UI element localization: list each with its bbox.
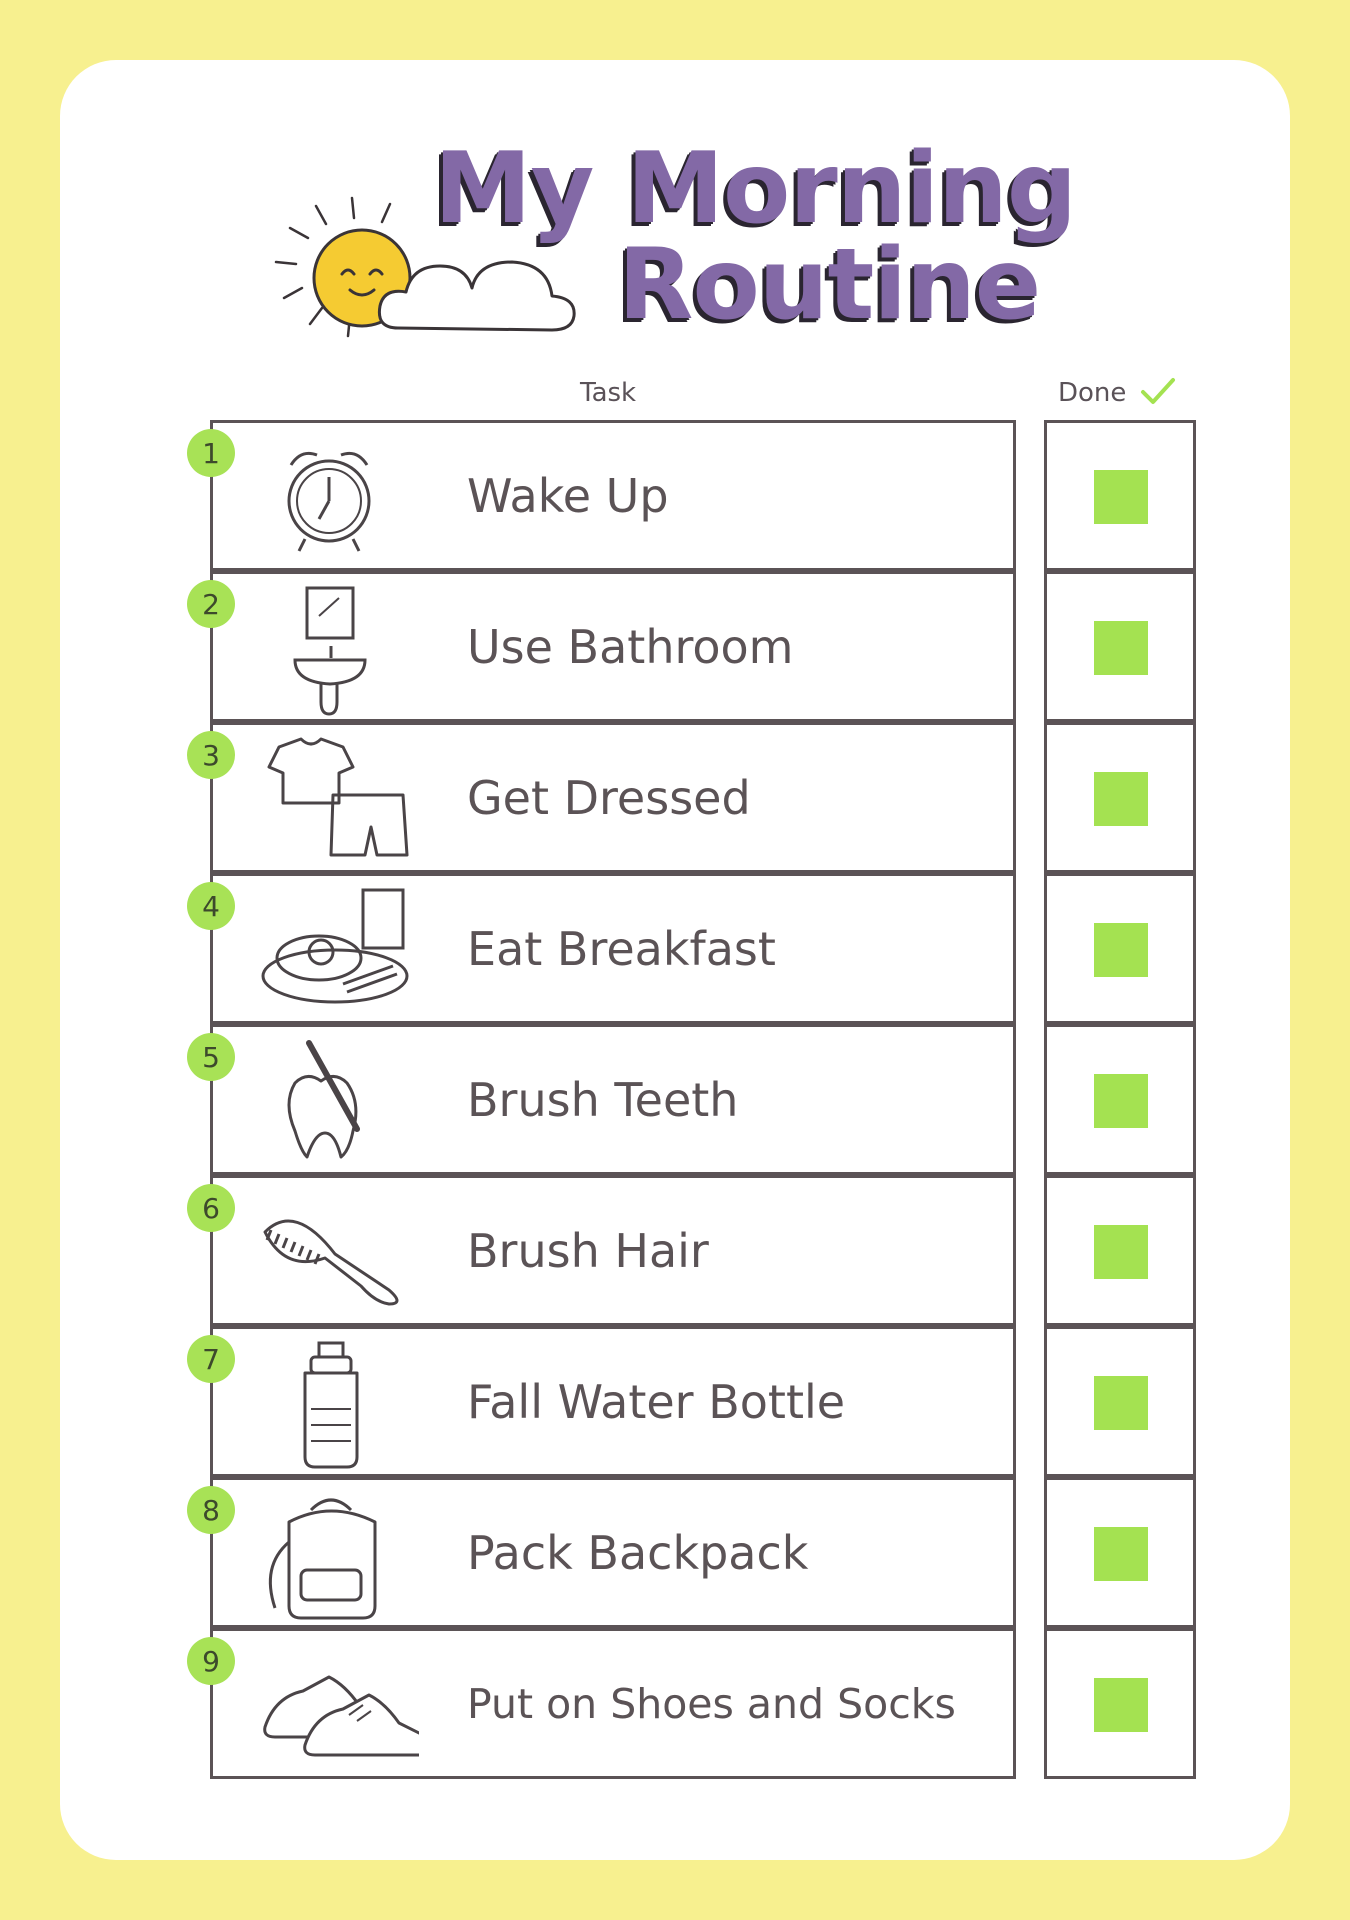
done-checkbox[interactable] [1094, 1074, 1148, 1128]
task-label: Pack Backpack [467, 1525, 809, 1580]
done-checkbox[interactable] [1094, 923, 1148, 977]
task-list [202, 420, 1016, 1782]
task-label: Brush Hair [467, 1223, 709, 1278]
done-checkbox[interactable] [1094, 470, 1148, 524]
task-row [202, 420, 1016, 571]
task-row [202, 1024, 1016, 1175]
done-checkbox[interactable] [1094, 772, 1148, 826]
done-cell [1044, 1175, 1196, 1326]
water-bottle-icon [259, 1341, 419, 1471]
step-number-badge: 2 [187, 580, 235, 628]
task-label: Get Dressed [467, 770, 751, 825]
step-number-badge: 9 [187, 1637, 235, 1685]
tooth-icon [259, 1039, 419, 1169]
task-column-header: Task [580, 378, 637, 408]
step-number-badge: 4 [187, 882, 235, 930]
done-cell [1044, 1326, 1196, 1477]
done-cell [1044, 1477, 1196, 1628]
task-label: Fall Water Bottle [467, 1374, 846, 1429]
alarm-clock-icon [259, 435, 419, 565]
done-cell [1044, 1024, 1196, 1175]
task-row [202, 1477, 1016, 1628]
done-cell [1044, 420, 1196, 571]
comb-icon [259, 1190, 419, 1320]
done-checkbox[interactable] [1094, 621, 1148, 675]
step-number-badge: 7 [187, 1335, 235, 1383]
done-cell [1044, 873, 1196, 1024]
done-checkbox[interactable] [1094, 1527, 1148, 1581]
checkmark-icon [1140, 376, 1176, 408]
clothes-icon [259, 737, 419, 867]
done-column-header: Done [1058, 378, 1127, 408]
done-cell [1044, 1628, 1196, 1779]
header [0, 0, 1350, 360]
backpack-icon [259, 1492, 419, 1622]
step-number-badge: 1 [187, 429, 235, 477]
done-cell [1044, 722, 1196, 873]
task-row [202, 1326, 1016, 1477]
shoes-icon [259, 1643, 419, 1773]
task-row [202, 873, 1016, 1024]
done-cell [1044, 571, 1196, 722]
step-number-badge: 8 [187, 1486, 235, 1534]
task-row [202, 571, 1016, 722]
task-row [202, 722, 1016, 873]
task-label: Put on Shoes and Socks [467, 1679, 956, 1728]
task-label: Eat Breakfast [467, 921, 776, 976]
title-line-2: Routine [618, 228, 1041, 342]
title-line-1: My Morning [434, 132, 1076, 246]
step-number-badge: 3 [187, 731, 235, 779]
task-label: Brush Teeth [467, 1072, 739, 1127]
step-number-badge: 5 [187, 1033, 235, 1081]
sink-icon [259, 586, 419, 716]
task-label: Use Bathroom [467, 619, 794, 674]
task-row [202, 1175, 1016, 1326]
done-checkbox[interactable] [1094, 1225, 1148, 1279]
done-checkbox[interactable] [1094, 1678, 1148, 1732]
done-checkbox[interactable] [1094, 1376, 1148, 1430]
task-row [202, 1628, 1016, 1779]
breakfast-icon [259, 888, 419, 1018]
done-column [1044, 420, 1196, 1782]
step-number-badge: 6 [187, 1184, 235, 1232]
task-label: Wake Up [467, 468, 669, 523]
